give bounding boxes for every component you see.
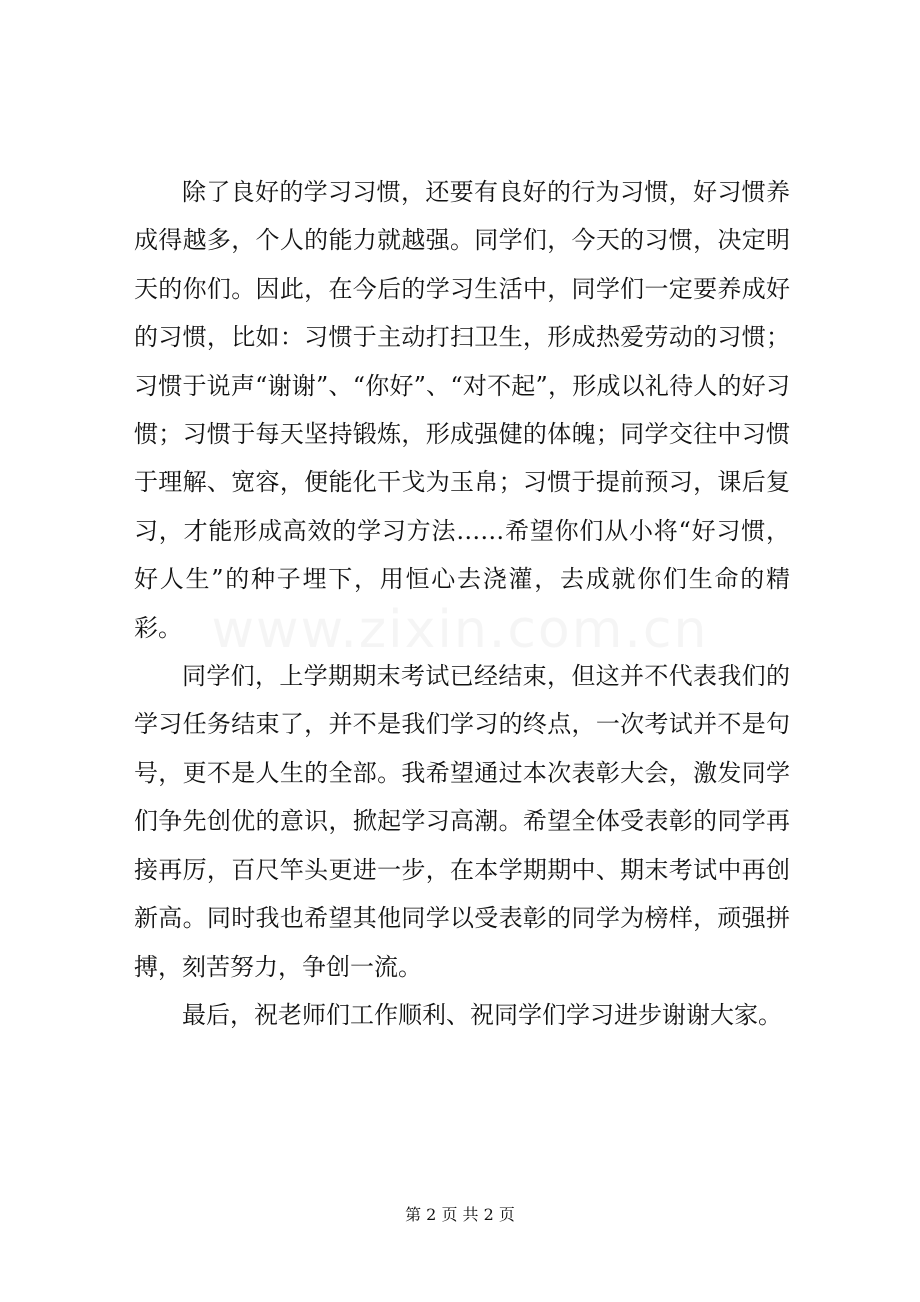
paragraph-habits: 除了良好的学习习惯，还要有良好的行为习惯，好习惯养成得越多，个人的能力就越强。同学们，今天的习惯，决定明天的你们。因此，在今后的学习生活中，同学们一定要养成好的习惯，比如：习惯于主动打扫卫生，形成热爱劳动的习惯；习惯于说声“谢谢”、“你好”、“对不起”，形成以礼待人的好习惯；习惯于每天坚持锻炼，形成强健的体魄；同学交往中习惯于理解、宽容，便能化干戈为玉帛；习惯于提前预习，课后复习，才能形成高效的学习方法……希望你们从小将“好习惯，好人生”的种子埋下，用恒心去浇灌，去成就你们生命的精彩。: [134, 178, 790, 642]
page-number-footer: 第 2 页 共 2 页: [405, 1205, 515, 1224]
document-body: [134, 168, 790, 1039]
paragraph-exam: 同学们，上学期期末考试已经结束，但这并不代表我们的学习任务结束了，并不是我们学习的终点，一次考试并不是句号，更不是人生的全部。我希望通过本次表彰大会，激发同学们争先创优的意识，掀起学习高潮。希望全体受表彰的同学再接再厉，百尺竿头更进一步，在本学期期中、期末考试中再创新高。同时我也希望其他同学以受表彰的同学为榜样，顽强拼搏，刻苦努力，争创一流。: [134, 662, 790, 981]
paragraph-closing: 最后，祝老师们工作顺利、祝同学们学习进步谢谢大家。: [182, 1000, 782, 1029]
watermark-text: www.zixin.com.cn: [211, 600, 709, 660]
